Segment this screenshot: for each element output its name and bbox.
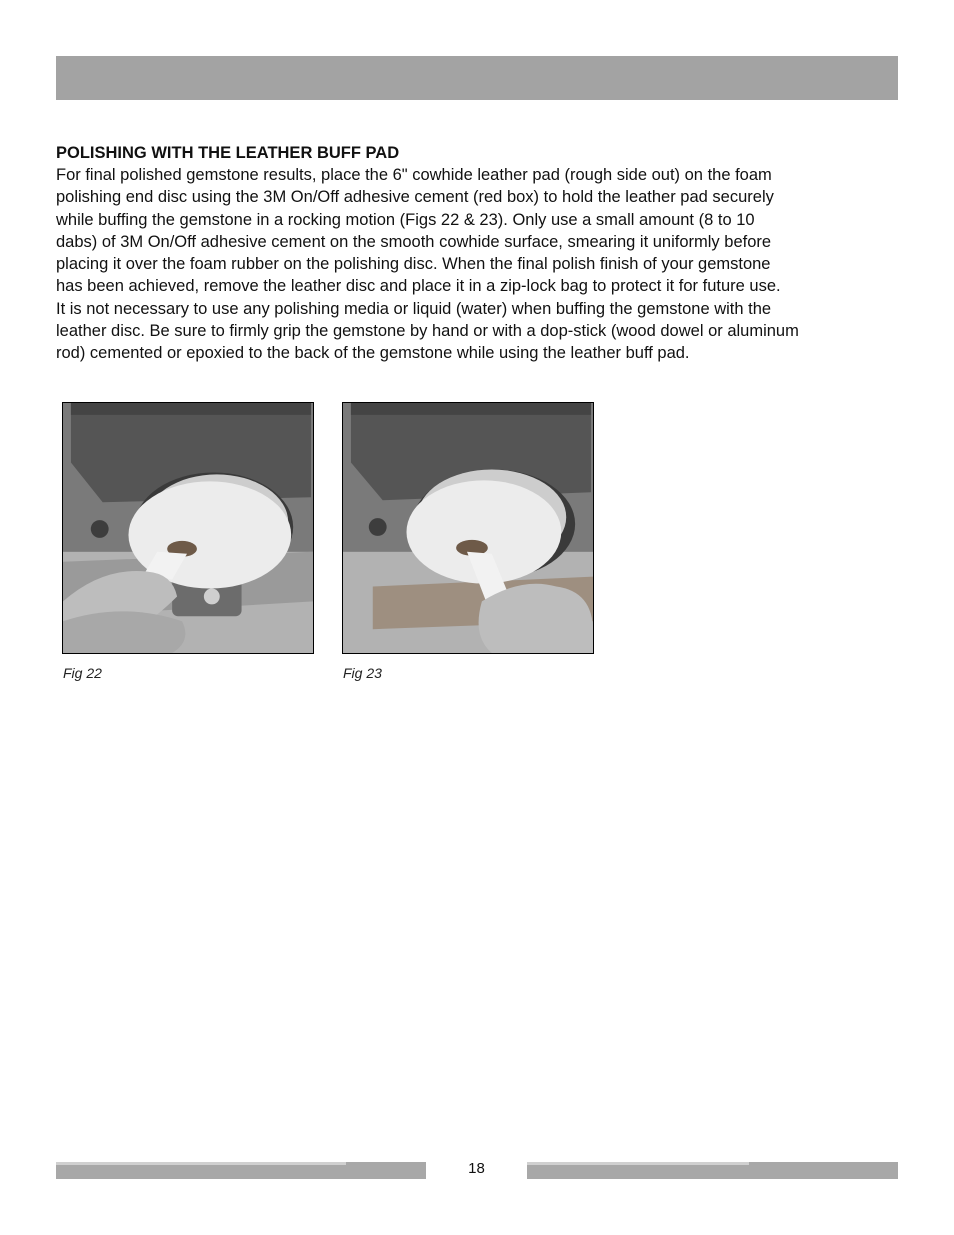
figure-22-photo [62, 402, 314, 654]
page-number: 18 [468, 1160, 485, 1177]
polishing-machine-photo-23 [343, 403, 593, 653]
footer-bar-left [56, 1162, 426, 1179]
section-heading: POLISHING WITH THE LEATHER BUFF PAD [56, 144, 400, 162]
figure-22-caption: Fig 22 [63, 665, 102, 681]
section [56, 142, 902, 365]
figure-23-photo [342, 402, 594, 654]
section-body: For final polished gemstone results, place the 6" cowhide leather pad (rough side out) on the foam polishing end disc using the 3M On/Off adhesive cement (red box) to hold the leather pad securely while buffing the gemstone in a rocking motion (Figs 22 & 23). Only use a small amount (8 to 10 dabs) of 3M On/Off adhesive cement on the smooth cowhide surface, smearing it uniformly before placing it over the foam rubber on the polishing disc. When the final polish finish of your gemstone has been achieved, remove the leather disc and place it in a zip-lock bag to protect it for future use. It is not necessary to use any polishing media or liquid (water) when buffing the gemstone with the leather disc. Be sure to firmly grip the gemstone by hand or with a dop-stick (wood dowel or aluminum rod) cemented or epoxied to the back of the gemstone while using the leather buff pad. [56, 166, 799, 363]
header-bar [56, 56, 898, 100]
footer-bar-right [527, 1162, 898, 1179]
figure-23-caption: Fig 23 [343, 665, 382, 681]
polishing-machine-photo-22 [63, 403, 313, 653]
